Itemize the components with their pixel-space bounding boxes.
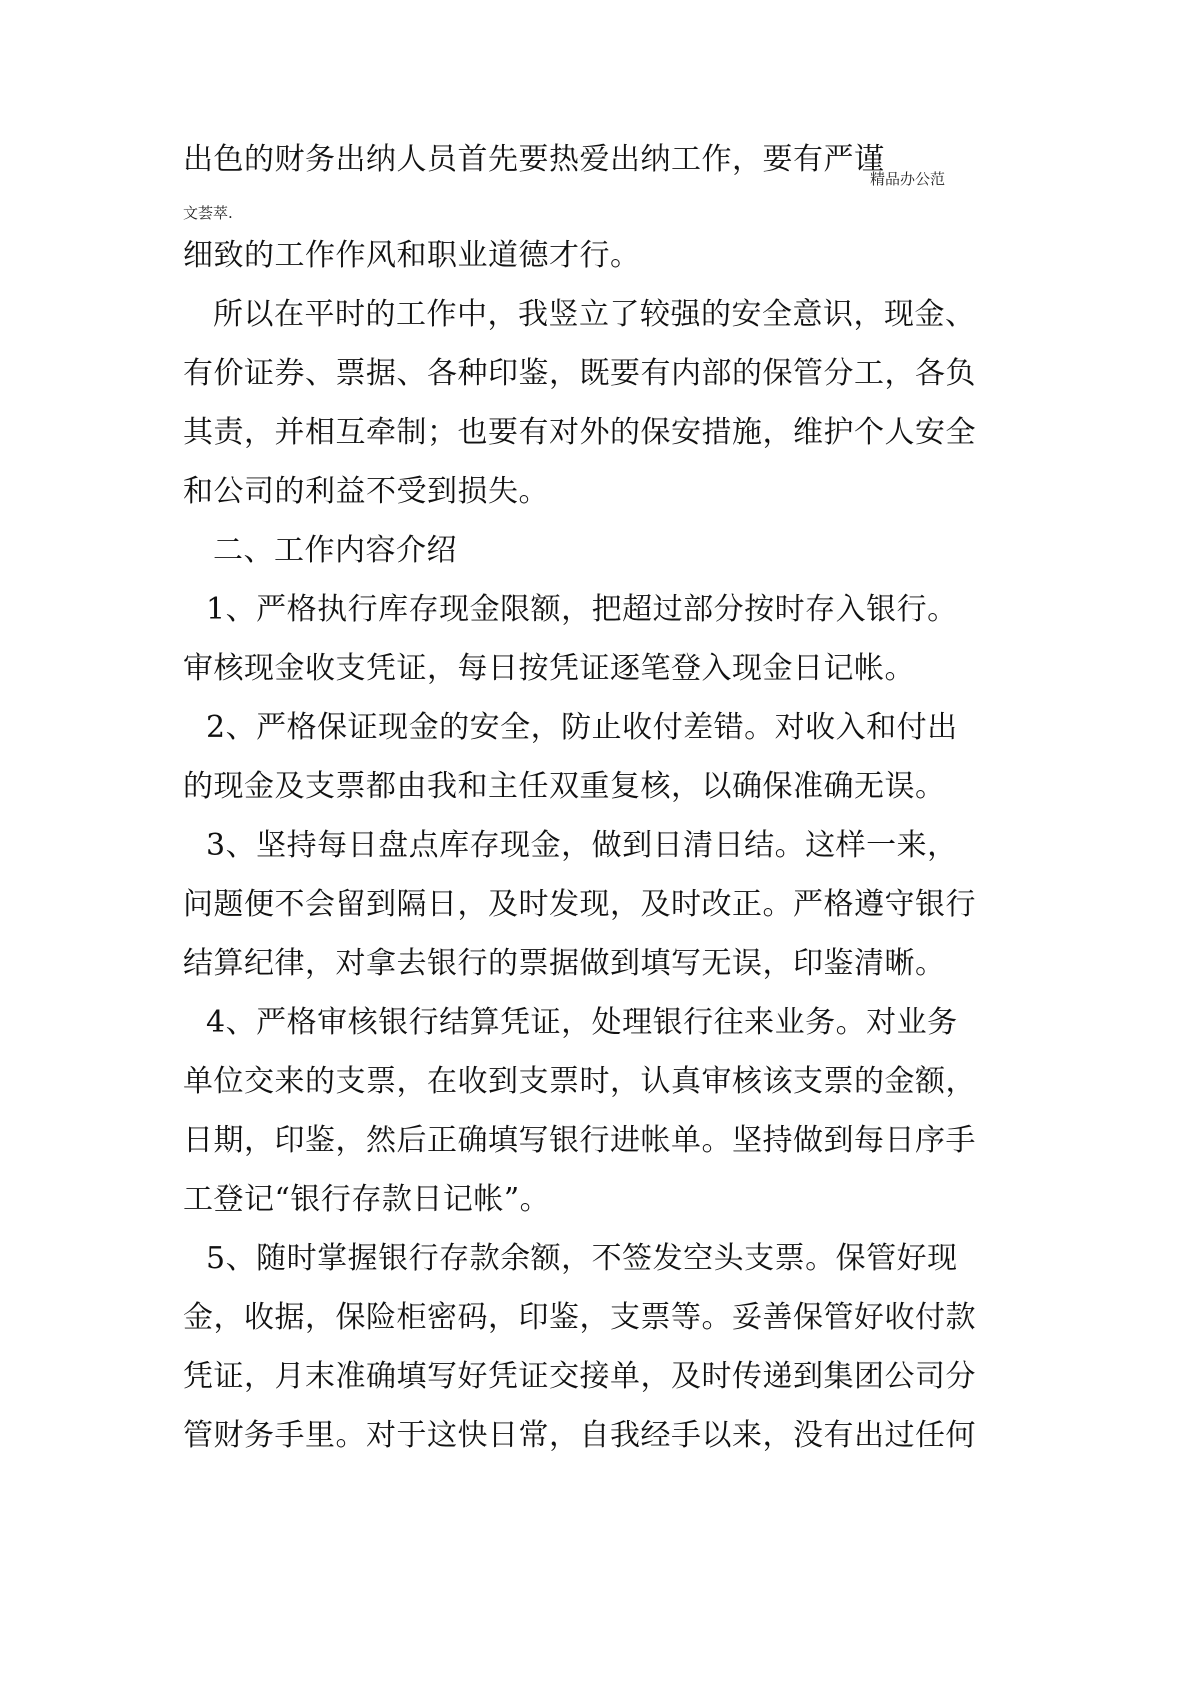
text-line: 有价证券、票据、各种印鉴，既要有内部的保管分工，各负 (183, 356, 976, 391)
paragraph-first-line: 1、严格执行库存现金限额，把超过部分按时存入银行。 (206, 592, 958, 627)
text-line: 审核现金收支凭证，每日按凭证逐笔登入现金日记帐。 (183, 651, 915, 686)
text-line: 问题便不会留到隔日，及时发现，及时改正。严格遵守银行 (183, 887, 976, 922)
text-line: 出色的财务出纳人员首先要热爱出纳工作，要有严谨 (183, 142, 885, 177)
text-line: 工登记“银行存款日记帐”。 (183, 1182, 551, 1217)
paragraph-first-line: 2、严格保证现金的安全，防止收付差错。对收入和付出 (206, 710, 958, 745)
text-line: 结算纪律，对拿去银行的票据做到填写无误，印鉴清晰。 (183, 946, 946, 981)
text-line: 金，收据，保险柜密码，印鉴，支票等。妥善保管好收付款 (183, 1300, 976, 1335)
paragraph-first-line: 4、严格审核银行结算凭证，处理银行往来业务。对业务 (206, 1005, 958, 1040)
text-line: 管财务手里。对于这快日常，自我经手以来，没有出过任何 (183, 1418, 976, 1453)
text-line: 和公司的利益不受到损失。 (183, 474, 549, 509)
header-note: 文荟萃. (183, 204, 233, 222)
paragraph-first-line: 3、坚持每日盘点库存现金，做到日清日结。这样一来， (206, 828, 958, 863)
text-line: 的现金及支票都由我和主任双重复核，以确保准确无误。 (183, 769, 946, 804)
text-line: 细致的工作作风和职业道德才行。 (183, 238, 641, 273)
section-heading: 二、工作内容介绍 (213, 533, 457, 568)
header-note: 精品办公范 (870, 170, 946, 188)
text-line: 其责，并相互牵制；也要有对外的保安措施，维护个人安全 (183, 415, 976, 450)
paragraph-first-line: 所以在平时的工作中，我竖立了较强的安全意识，现金、 (213, 297, 976, 332)
text-line: 日期，印鉴，然后正确填写银行进帐单。坚持做到每日序手 (183, 1123, 976, 1158)
text-line: 单位交来的支票，在收到支票时，认真审核该支票的金额， (183, 1064, 976, 1099)
paragraph-first-line: 5、随时掌握银行存款余额，不签发空头支票。保管好现 (206, 1241, 958, 1276)
text-line: 凭证，月末准确填写好凭证交接单，及时传递到集团公司分 (183, 1359, 976, 1394)
